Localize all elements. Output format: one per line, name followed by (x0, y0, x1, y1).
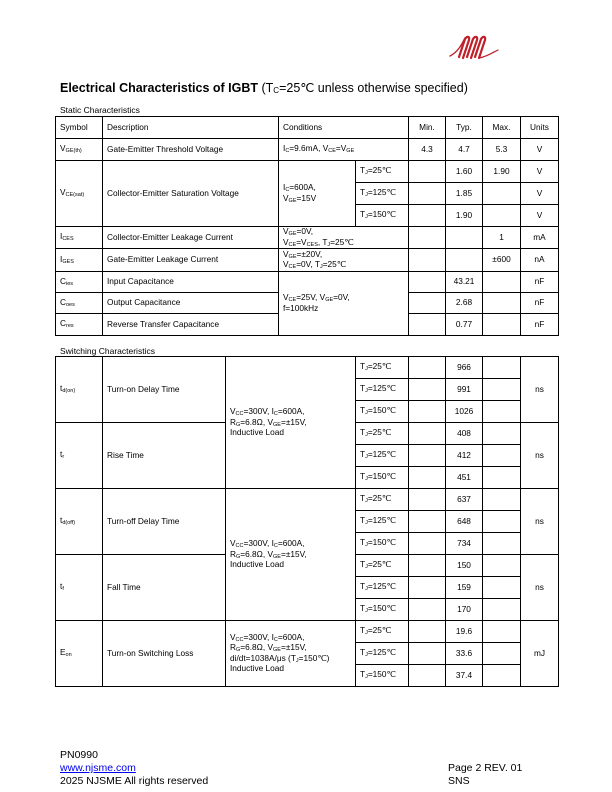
max-cell (483, 379, 521, 401)
temperature-cell: TJ=25℃ (356, 357, 409, 379)
unit-cell: V (521, 161, 559, 183)
page-revision: Page 2 REV. 01 (448, 762, 523, 774)
min-cell (409, 205, 446, 227)
conditions-cell: IC=600A, VGE=15V (279, 161, 356, 227)
typ-cell: 648 (446, 511, 483, 533)
switching-section-title: Switching Characteristics (60, 346, 155, 356)
temperature-cell: TJ=150℃ (356, 401, 409, 423)
min-cell (409, 423, 446, 445)
unit-cell: mJ (521, 621, 559, 687)
typ-cell: 19.6 (446, 621, 483, 643)
page-title: Electrical Characteristics of IGBT (TC=25℃ unless otherwise specified) (60, 81, 468, 95)
max-cell: 5.3 (483, 139, 521, 161)
header-conditions: Conditions (279, 117, 409, 139)
symbol-cell: IGES (56, 249, 103, 272)
temperature-cell: TJ=150℃ (356, 467, 409, 489)
conditions-cell: VCE=25V, VGE=0V, f=100kHz (279, 272, 409, 336)
min-cell (409, 599, 446, 621)
max-cell: 1.90 (483, 161, 521, 183)
unit-cell: ns (521, 423, 559, 489)
footer-right (448, 762, 522, 788)
min-cell (409, 293, 446, 314)
temperature-cell: TJ=125℃ (356, 445, 409, 467)
typ-cell: 33.6 (446, 643, 483, 665)
typ-cell: 43.21 (446, 272, 483, 293)
website-link[interactable]: www.njsme.com (60, 762, 136, 774)
max-cell (483, 555, 521, 577)
max-cell (483, 314, 521, 336)
max-cell (483, 272, 521, 293)
typ-cell: 1.85 (446, 183, 483, 205)
typ-cell: 37.4 (446, 665, 483, 687)
symbol-cell: Cres (56, 314, 103, 336)
max-cell (483, 599, 521, 621)
max-cell (483, 621, 521, 643)
header-units: Units (521, 117, 559, 139)
symbol-cell: ICES (56, 227, 103, 249)
unit-cell: nF (521, 293, 559, 314)
table-row (56, 227, 559, 249)
unit-cell: V (521, 205, 559, 227)
table-row (56, 161, 559, 183)
min-cell (409, 314, 446, 336)
description-cell: Turn-on Delay Time (103, 357, 226, 423)
static-characteristics-table (55, 116, 559, 336)
description-cell: Collector-Emitter Leakage Current (103, 227, 279, 249)
min-cell (409, 379, 446, 401)
symbol-cell: VCE(sat) (56, 161, 103, 227)
min-cell (409, 533, 446, 555)
max-cell (483, 467, 521, 489)
min-cell (409, 445, 446, 467)
typ-cell: 1.60 (446, 161, 483, 183)
max-cell (483, 183, 521, 205)
description-cell: Turn-on Switching Loss (103, 621, 226, 687)
unit-cell: ns (521, 357, 559, 423)
header-symbol: Symbol (56, 117, 103, 139)
typ-cell: 4.7 (446, 139, 483, 161)
description-cell: Gate-Emitter Leakage Current (103, 249, 279, 272)
unit-cell: nF (521, 272, 559, 293)
max-cell (483, 577, 521, 599)
temperature-cell: TJ=125℃ (356, 379, 409, 401)
typ-cell: 966 (446, 357, 483, 379)
table-header-row (56, 117, 559, 139)
typ-cell: 2.68 (446, 293, 483, 314)
typ-cell: 1026 (446, 401, 483, 423)
typ-cell: 637 (446, 489, 483, 511)
unit-cell: V (521, 183, 559, 205)
conditions-cell: VCC=300V, IC=600A, RG=6.8Ω, VGE=±15V, Inductive Load (226, 357, 356, 489)
max-cell (483, 665, 521, 687)
typ-cell: 412 (446, 445, 483, 467)
symbol-cell: Coes (56, 293, 103, 314)
temperature-cell: TJ=25℃ (356, 621, 409, 643)
unit-cell: ns (521, 555, 559, 621)
conditions-cell: VCC=300V, IC=600A, RG=6.8Ω, VGE=±15V, Inductive Load (226, 489, 356, 621)
unit-cell: nA (521, 249, 559, 272)
copyright-text: 2025 NJSME All rights reserved (60, 775, 209, 787)
min-cell (409, 665, 446, 687)
min-cell (409, 643, 446, 665)
temperature-cell: TJ=125℃ (356, 183, 409, 205)
typ-cell: 451 (446, 467, 483, 489)
min-cell (409, 577, 446, 599)
max-cell (483, 401, 521, 423)
table-row (56, 621, 559, 643)
temperature-cell: TJ=25℃ (356, 555, 409, 577)
typ-cell: 0.77 (446, 314, 483, 336)
header-max: Max. (483, 117, 521, 139)
min-cell (409, 489, 446, 511)
min-cell (409, 467, 446, 489)
njsme-logo-icon (448, 30, 500, 62)
description-cell: Gate-Emitter Threshold Voltage (103, 139, 279, 161)
temperature-cell: TJ=125℃ (356, 577, 409, 599)
max-cell (483, 643, 521, 665)
temperature-cell: TJ=25℃ (356, 161, 409, 183)
header-description: Description (103, 117, 279, 139)
footer-left (60, 749, 208, 788)
typ-cell: 991 (446, 379, 483, 401)
max-cell (483, 423, 521, 445)
description-cell: Reverse Transfer Capacitance (103, 314, 279, 336)
min-cell (409, 401, 446, 423)
max-cell (483, 445, 521, 467)
typ-cell: 150 (446, 555, 483, 577)
symbol-cell: Eon (56, 621, 103, 687)
temperature-cell: TJ=150℃ (356, 533, 409, 555)
header-typ: Typ. (446, 117, 483, 139)
symbol-cell: tr (56, 423, 103, 489)
unit-cell: V (521, 139, 559, 161)
min-cell: 4.3 (409, 139, 446, 161)
typ-cell: 170 (446, 599, 483, 621)
typ-cell: 159 (446, 577, 483, 599)
table-row (56, 272, 559, 293)
max-cell: 1 (483, 227, 521, 249)
min-cell (409, 183, 446, 205)
description-cell: Collector-Emitter Saturation Voltage (103, 161, 279, 227)
max-cell (483, 489, 521, 511)
symbol-cell: VGE(th) (56, 139, 103, 161)
table-row (56, 357, 559, 379)
max-cell (483, 357, 521, 379)
min-cell (409, 621, 446, 643)
max-cell (483, 205, 521, 227)
min-cell (409, 227, 446, 249)
temperature-cell: TJ=25℃ (356, 489, 409, 511)
document-number: PN0990 (60, 749, 98, 761)
conditions-cell: VGE=±20V, VCE=0V, TJ=25℃ (279, 249, 409, 272)
symbol-cell: Cies (56, 272, 103, 293)
conditions-cell: VGE=0V, VCE=VCES, TJ=25℃ (279, 227, 409, 249)
typ-cell (446, 227, 483, 249)
min-cell (409, 161, 446, 183)
max-cell (483, 511, 521, 533)
typ-cell (446, 249, 483, 272)
switching-characteristics-table (55, 356, 559, 687)
max-cell (483, 533, 521, 555)
description-cell: Input Capacitance (103, 272, 279, 293)
temperature-cell: TJ=150℃ (356, 599, 409, 621)
description-cell: Fall Time (103, 555, 226, 621)
symbol-cell: tf (56, 555, 103, 621)
static-section-title: Static Characteristics (60, 105, 140, 115)
temperature-cell: TJ=125℃ (356, 511, 409, 533)
company-code: SNS (448, 775, 470, 787)
conditions-cell: VCC=300V, IC=600A, RG=6.8Ω, VGE=±15V, di/dt=1038A/μs (TJ=150℃) Inductive Load (226, 621, 356, 687)
unit-cell: nF (521, 314, 559, 336)
min-cell (409, 249, 446, 272)
unit-cell: mA (521, 227, 559, 249)
symbol-cell: td(on) (56, 357, 103, 423)
min-cell (409, 555, 446, 577)
typ-cell: 1.90 (446, 205, 483, 227)
conditions-cell: IC=9.6mA, VCE=VGE (279, 139, 409, 161)
table-row (56, 249, 559, 272)
typ-cell: 734 (446, 533, 483, 555)
symbol-cell: td(off) (56, 489, 103, 555)
header-min: Min. (409, 117, 446, 139)
temperature-cell: TJ=25℃ (356, 423, 409, 445)
min-cell (409, 357, 446, 379)
max-cell: ±600 (483, 249, 521, 272)
min-cell (409, 272, 446, 293)
temperature-cell: TJ=150℃ (356, 205, 409, 227)
table-row (56, 139, 559, 161)
temperature-cell: TJ=150℃ (356, 665, 409, 687)
temperature-cell: TJ=125℃ (356, 643, 409, 665)
description-cell: Rise Time (103, 423, 226, 489)
max-cell (483, 293, 521, 314)
table-row (56, 489, 559, 511)
typ-cell: 408 (446, 423, 483, 445)
description-cell: Output Capacitance (103, 293, 279, 314)
min-cell (409, 511, 446, 533)
unit-cell: ns (521, 489, 559, 555)
description-cell: Turn-off Delay Time (103, 489, 226, 555)
